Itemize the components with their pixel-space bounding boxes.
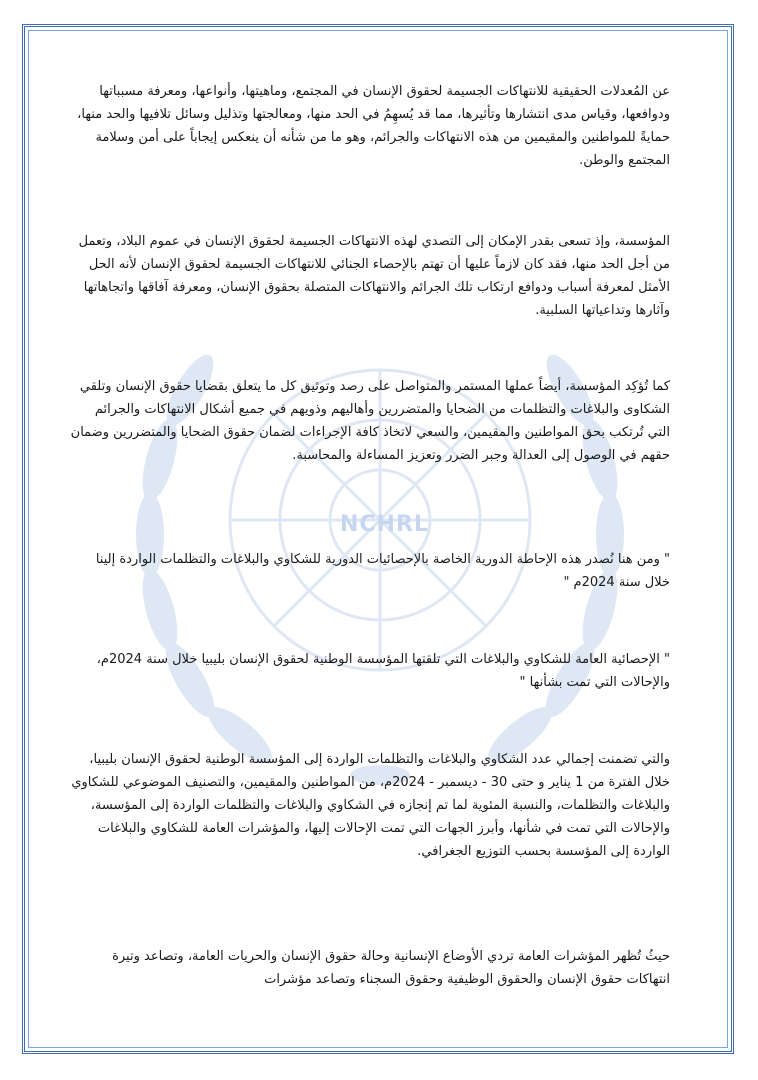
paragraph-4-quote: " ومن هنا نُصدر هذه الإحاطة الدورية الخاصة بالإحصائيات الدورية للشكاوي والبلاغات والتظلمات الواردة إلينا خلال سنة 2024م "	[95, 552, 670, 590]
paragraph-1: عن المُعدلات الحقيقية للانتهاكات الجسيمة لحقوق الإنسان في المجتمع، وماهيتها، وأنواعها، ومعرفة مسبباتها ودوافعها، وقياس مدى انتشارها وتأثيرها، مما قد يُسهِمُ في الحد منها، ومعالجتها وتذليل وسائل تلافيها والحد منها، حمايةً للمواطنين والمقيمين من هذه الانتهاكات والجرائم، وهو ما من شأنه أن ينعكس إيجاباً على أمن وسلامة المجتمع والوطن.	[77, 84, 670, 168]
un-wreath-watermark-icon	[80, 270, 680, 810]
paragraph-2: المؤسسة، وإذ تسعى بقدر الإمكان إلى التصدي لهذه الانتهاكات الجسيمة لحقوق الإنسان في عموم البلاد، وتعمل من أجل الحد منها، فقد كان لازماً عليها أن تهتم بالإحصاء الجنائي للانتهاكات الجسيمة لحقوق الإنسان لأنه الحل الأمثل لمعرفة أسباب ودوافع ارتكاب تلك الجرائم والانتهاكات المتصلة بحقوق الإنسان، ومعرفة آفاقها واتجاهاتها وآثارها وتداعياتها السلبية.	[78, 234, 670, 318]
paragraph-5-quote: " الإحصائية العامة للشكاوي والبلاغات التي تلقتها المؤسسة الوطنية لحقوق الإنسان بليبيا خلال سنة 2024م، والإحالات التي تمت بشأنها "	[96, 652, 670, 690]
watermark-logo-text: NCHRL	[340, 512, 429, 537]
paragraph-7: حيثُ تُظهر المؤشرات العامة تردي الأوضاع الإنسانية وحالة حقوق الإنسان والحريات العامة، وتصاعد وتيرة انتهاكات حقوق الإنسان والحقوق الوظيفية وحقوق السجناء وتصاعد مؤشرات	[112, 949, 670, 987]
paragraph-3: كما تُؤكِد المؤسسة، أيضاً عملها المستمر والمتواصل على رصد وتوثيق كل ما يتعلق بقضايا حقوق الإنسان وتلقي الشكاوى والبلاغات والتظلمات من الضحايا والمتضررين وأهاليهم وذويهم في جميع أشكال الانتهاكات والجرائم التي تُرتكب بحق المواطنين والمقيمين، والسعي لاتخاذ كافة الإجراءات لضمان حقوق الضحايا والمتضررين وضمان حقهم في الوصول إلى العدالة وجبر الضرر وتعزيز المساءلة والمحاسبة.	[70, 379, 670, 463]
paragraph-6: والتي تضمنت إجمالي عدد الشكاوي والبلاغات والتظلمات الواردة إلى المؤسسة الوطنية لحقوق الإنسان بليبيا، خلال الفترة من 1 يناير و حتى 30 - ديسمبر - 2024م، من المواطنين والمقيمين، والتصنيف الموضوعي للشكاوي والبلاغات والتظلمات، والنسبة المئوية لما تم إنجازه في الشكاوي والبلاغات والتظلمات الواردة إلى المؤسسة، والإحالات التي تمت في شأنها، وأبرز الجهات التي تمت الإحالات إليها، والمؤشرات العامة للشكاوي والبلاغات الواردة إلى المؤسسة بحسب التوزيع الجغرافي.	[71, 752, 670, 859]
